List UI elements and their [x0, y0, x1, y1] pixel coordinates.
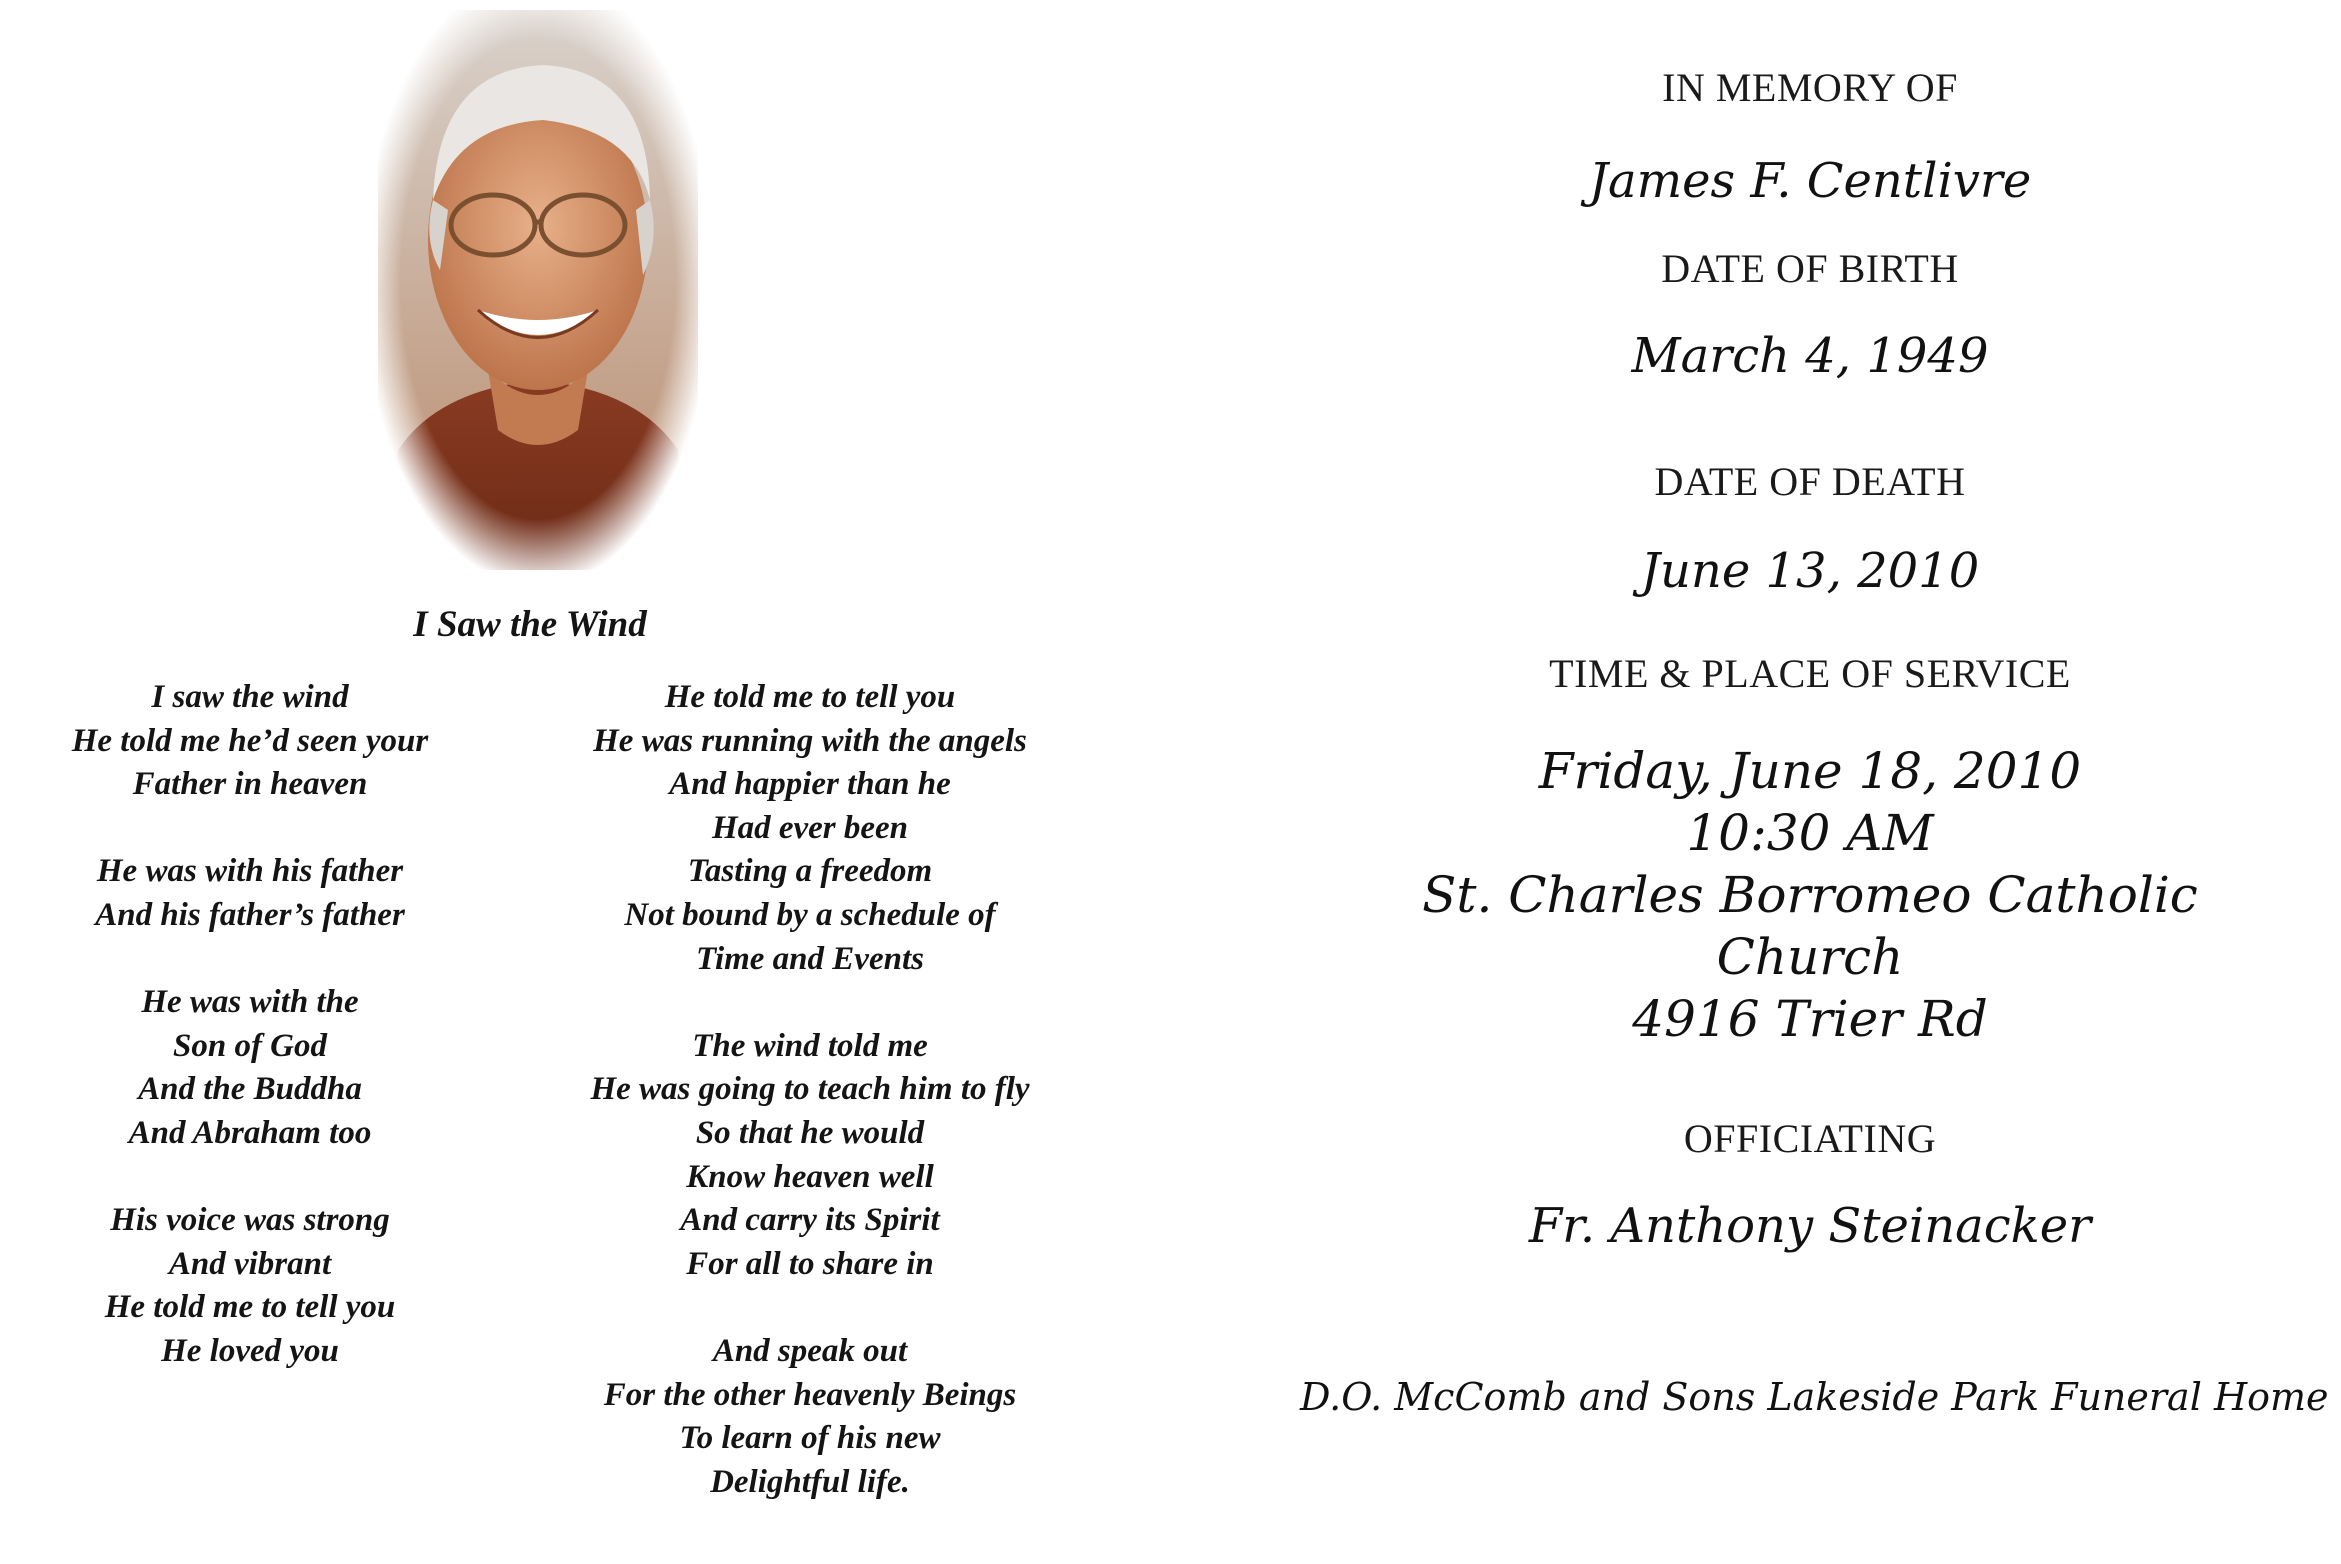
poem-line: His voice was strong — [110, 1202, 390, 1239]
poem-line: Delightful life. — [710, 1463, 910, 1500]
poem-line: I saw the wind — [151, 679, 349, 715]
poem-line: He was with his father — [96, 853, 404, 890]
service-date: Friday, June 18, 2010 — [1538, 742, 2082, 800]
poem-line: For the other heavenly Beings — [603, 1376, 1017, 1413]
deceased-name: James F. Centlivre — [1588, 153, 2032, 209]
poem-title: I Saw the Wind — [413, 604, 647, 645]
poem-line: He told me he’d seen your — [71, 722, 429, 759]
poem-line: And carry its Spirit — [680, 1202, 940, 1239]
poem-line: And his father’s father — [95, 896, 405, 933]
poem-line: To learn of his new — [679, 1420, 941, 1457]
poem-line: Son of God — [172, 1027, 328, 1064]
portrait-photo — [378, 10, 698, 570]
poem-line: He was with the — [141, 984, 359, 1021]
poem-stanza — [20, 676, 480, 807]
death-label: DATE OF DEATH — [1654, 459, 1966, 504]
poem-stanza — [20, 850, 480, 937]
poem-stanza — [20, 981, 480, 1155]
poem-stanza — [540, 676, 1080, 981]
poem-right-column — [540, 676, 1080, 1548]
funeral-home: D.O. McComb and Sons Lakeside Park Funeral Home — [1300, 1375, 2329, 1419]
poem-stanza — [20, 1199, 480, 1373]
poem-line: He was going to teach him to fly — [590, 1071, 1030, 1108]
poem-line: And happier than he — [669, 766, 951, 803]
poem-line: He was running with the angels — [593, 722, 1027, 759]
poem-stanza — [540, 1025, 1080, 1287]
poem-line: So that he would — [695, 1114, 925, 1151]
poem-line: And vibrant — [168, 1245, 332, 1282]
poem-line: Father in heaven — [132, 766, 368, 803]
poem-line: Time and Events — [696, 940, 924, 977]
poem-stanza — [540, 1330, 1080, 1504]
poem-line: And the Buddha — [138, 1071, 362, 1108]
poem-line: He told me to tell you — [104, 1289, 396, 1326]
poem-line: Not bound by a schedule of — [624, 896, 996, 933]
service-address: 4916 Trier Rd — [1632, 990, 1988, 1048]
poem-line: He loved you — [161, 1332, 339, 1369]
poem-line: And Abraham too — [128, 1114, 372, 1151]
officiant-name: Fr. Anthony Steinacker — [1528, 1198, 2092, 1254]
birth-label: DATE OF BIRTH — [1661, 246, 1959, 291]
poem-line: The wind told me — [692, 1027, 928, 1064]
poem-line: He told me to tell you — [664, 679, 956, 715]
poem-line: For all to share in — [686, 1245, 934, 1282]
officiating-label: OFFICIATING — [1683, 1116, 1937, 1161]
service-details — [1380, 740, 2240, 1050]
poem-line: And speak out — [712, 1332, 908, 1369]
in-memory-label: IN MEMORY OF — [1662, 65, 1958, 110]
death-date: June 13, 2010 — [1640, 543, 1980, 599]
service-place: St. Charles Borromeo Catholic — [1422, 866, 2198, 924]
service-label: TIME & PLACE OF SERVICE — [1549, 651, 2071, 696]
poem-left-column — [20, 676, 480, 1417]
service-place-cont: Church — [1716, 928, 1904, 986]
poem-line: Know heaven well — [686, 1158, 934, 1195]
service-time: 10:30 AM — [1686, 804, 1934, 862]
poem-line: Had ever been — [711, 809, 909, 846]
birth-date: March 4, 1949 — [1631, 328, 1989, 384]
poem-line: Tasting a freedom — [687, 853, 933, 890]
